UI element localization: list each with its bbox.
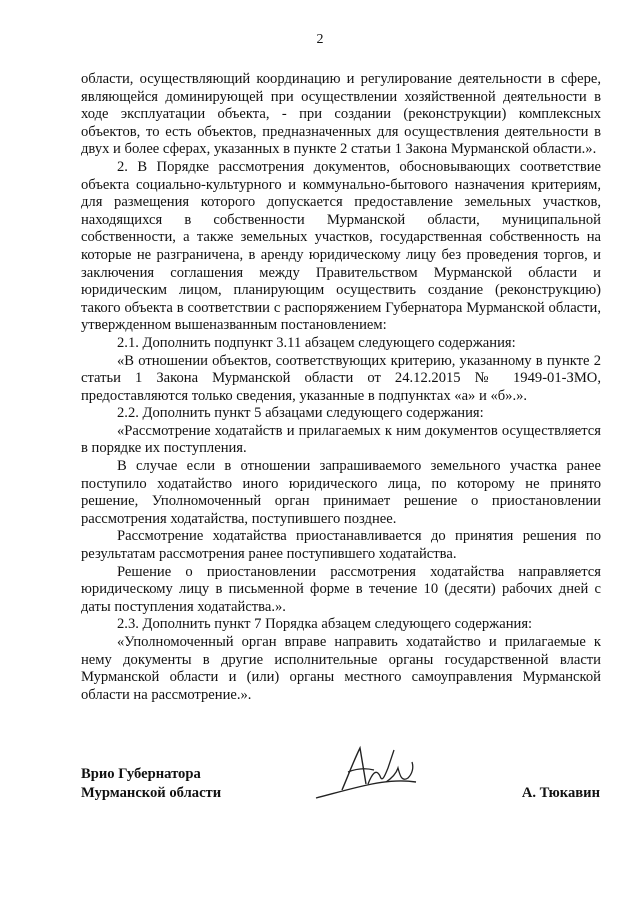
paragraph: «Уполномоченный орган вправе направить ходатайство и прилагаемые к нему документы в другие исполнительные органы государственной власти Мурманской области и (или) органы местного самоуправления Мурманской области на рассмотрение.». [81, 634, 601, 703]
document-body [81, 71, 601, 704]
paragraph: «Рассмотрение ходатайств и прилагаемых к ним документов осуществляется в порядке их поступления. [81, 422, 601, 457]
handwritten-signature [312, 738, 422, 810]
signatory-name: А. Тюкавин [521, 785, 600, 801]
paragraph: Рассмотрение ходатайства приостанавливается до принятия решения по результатам рассмотрения ранее поступившего ходатайства. [81, 528, 601, 563]
paragraph: 2.2. Дополнить пункт 5 абзацами следующего содержания: [117, 405, 484, 422]
paragraph: 2.1. Дополнить подпункт 3.11 абзацем следующего содержания: [117, 334, 516, 351]
paragraph: 2.3. Дополнить пункт 7 Порядка абзацем следующего содержания: [117, 616, 533, 633]
page-number: 2 [316, 32, 324, 47]
signatory-title-line1: Врио Губернатора [81, 766, 201, 782]
paragraph: Решение о приостановлении рассмотрения ходатайства направляется юридическому лицу в письменной форме в течение 10 (десяти) рабочих дней с даты поступления ходатайства.». [81, 563, 601, 615]
paragraph: 2. В Порядке рассмотрения документов, обосновывающих соответствие объекта социально-культурного и коммунально-бытового назначения критериям, для размещения которого допускается предоставление земельных участков, находящихся в собственности Мурманской области, муниципальной собственности, а также земельных участков, государственная собственность на которые не разграничена, в аренду юридическому лицу без проведения торгов, и заключения соглашения между Правительством Мурманской области и юридическим лицом, планирующим осуществить создание (реконструкцию) такого объекта в соответствии с распоряжением Губернатора Мурманской области, утвержденном вышеназванным постановлением: [81, 158, 601, 334]
paragraph: В случае если в отношении запрашиваемого земельного участка ранее поступило ходатайство иного юридического лица, по которому не принято решение, Уполномоченный орган принимает решение о приостановлении рассмотрения ходатайства, поступившего позднее. [81, 458, 601, 527]
paragraph: области, осуществляющий координацию и регулирование деятельности в сфере, являющейся доминирующей при осуществлении хозяйственной деятельности в ходе эксплуатации объекта, - при создании (реконструкции) комплексных объектов, то есть объектов, предназначенных для осуществления деятельности в двух и более сферах, указанных в пункте 2 статьи 1 Закона Мурманской области.». [81, 71, 601, 158]
signatory-title [81, 765, 221, 803]
paragraph: «В отношении объектов, соответствующих критерию, указанному в пункте 2 статьи 1 Закона Мурманской области от 24.12.2015 № 1949-01-ЗМО, предоставляются только сведения, указанные в подпунктах «а» и «б».». [81, 352, 601, 404]
signatory-title-line2: Мурманской области [81, 785, 222, 801]
